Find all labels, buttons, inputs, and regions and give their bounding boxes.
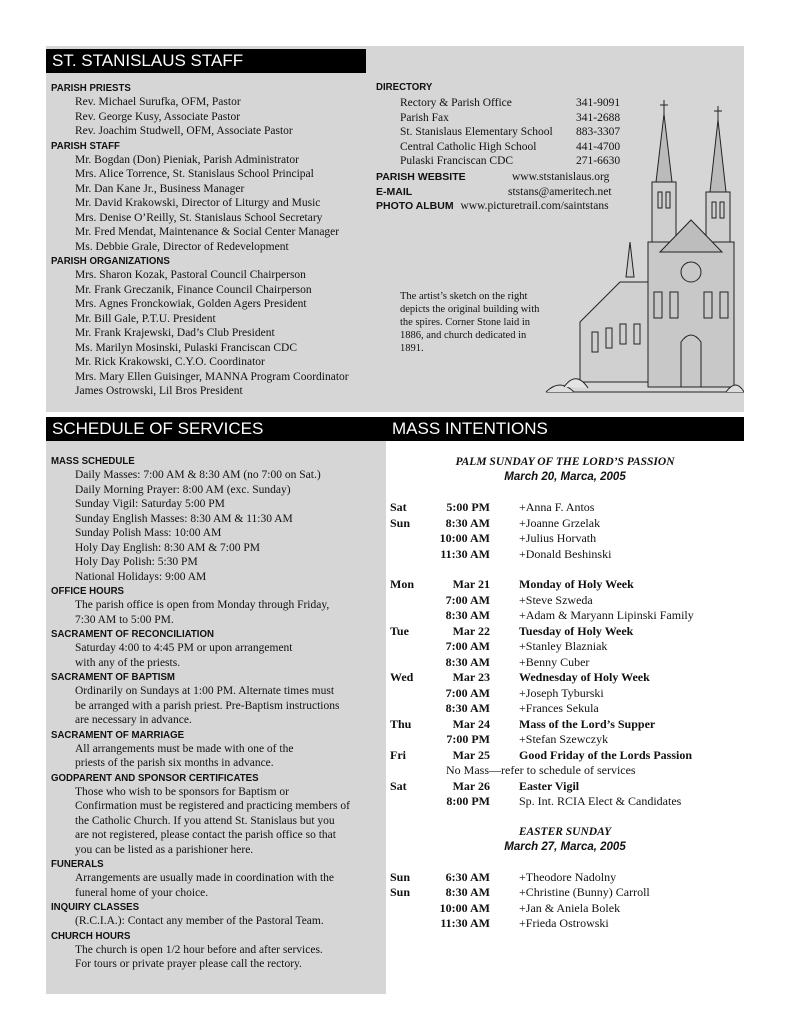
mass-header: MASS INTENTIONS	[386, 417, 744, 441]
website-label: PARISH WEBSITE	[376, 171, 466, 183]
intention-row	[390, 916, 740, 932]
intention-row	[390, 748, 740, 764]
intention-time: 8:00 PM	[446, 794, 490, 808]
intention-text: +Adam & Maryann Lipinski Family	[519, 608, 694, 622]
section-line: James Ostrowski, Lil Bros President	[75, 385, 243, 397]
intention-row	[390, 779, 740, 795]
section-line: Mrs. Agnes Fronckowiak, Golden Agers President	[75, 298, 307, 310]
section-line: Mrs. Mary Ellen Guisinger, MANNA Program Coordinator	[75, 370, 349, 383]
intention-row	[390, 717, 740, 733]
intention-time: 7:00 PM	[446, 732, 490, 746]
section-line: Mr. Dan Kane Jr., Business Manager	[75, 182, 245, 195]
section-line: Confirmation must be registered and practicing members of	[75, 800, 350, 812]
section-line: Mr. Frank Greczanik, Finance Council Chairperson	[75, 283, 312, 296]
directory-label: DIRECTORY	[376, 81, 433, 93]
no-mass-note: No Mass—refer to schedule of services	[446, 763, 636, 777]
intention-row	[390, 639, 740, 655]
intention-day: Sun	[390, 869, 411, 884]
intention-time: 7:00 AM	[445, 685, 490, 700]
section-line: Mrs. Denise O’Reilly, St. Stanislaus School Secretary	[75, 211, 323, 224]
directory-phone: 441-4700	[576, 140, 621, 153]
palm-sunday-rows	[390, 500, 740, 562]
directory-name: St. Stanislaus Elementary School	[400, 126, 553, 138]
palm-sunday-date: March 20, Marca, 2005	[504, 471, 626, 483]
intention-text: Mass of the Lord’s Supper	[519, 716, 656, 731]
section-line: the Catholic Church. If you attend St. Stanislaus but you	[75, 814, 335, 827]
intention-text: +Frances Sekula	[519, 701, 599, 715]
intention-time: 8:30 AM	[445, 608, 490, 622]
intention-text: +Joanne Grzelak	[519, 515, 601, 530]
intention-time: Mar 22	[452, 623, 490, 638]
section-line: Daily Masses: 7:00 AM & 8:30 AM (no 7:00 on Sat.)	[75, 469, 321, 481]
intention-row	[390, 593, 740, 609]
section-line: Holy Day English: 8:30 AM & 7:00 PM	[75, 541, 260, 554]
intention-time: 7:00 AM	[445, 592, 490, 607]
section-line: Rev. George Kusy, Associate Pastor	[75, 110, 241, 123]
section-label: SACRAMENT OF MARRIAGE	[51, 728, 185, 741]
intention-time: 8:30 AM	[445, 885, 490, 899]
schedule-header: SCHEDULE OF SERVICES	[46, 417, 386, 441]
section-line: Mr. Bill Gale, P.T.U. President	[75, 312, 216, 325]
directory-name: Central Catholic High School	[400, 140, 537, 153]
intention-text: Tuesday of Holy Week	[519, 623, 634, 638]
intention-text: Monday of Holy Week	[519, 577, 634, 591]
section-label: FUNERALS	[51, 858, 104, 870]
intention-row	[390, 500, 740, 516]
intention-text: Wednesday of Holy Week	[519, 670, 650, 684]
section-line: Mrs. Sharon Kozak, Pastoral Council Chairperson	[75, 269, 306, 281]
section-line: you can be listed as a parishioner here.	[75, 843, 254, 856]
intention-row	[390, 608, 740, 624]
section-line: Mr. Rick Krakowski, C.Y.O. Coordinator	[75, 356, 265, 368]
website-link[interactable]: www.ststanislaus.org	[512, 171, 610, 183]
intention-text: +Christine (Bunny) Carroll	[519, 885, 650, 899]
section-label: CHURCH HOURS	[51, 929, 131, 942]
intention-time: Mar 26	[452, 778, 490, 793]
email-label: E-MAIL	[376, 185, 413, 198]
intention-time: Mar 25	[452, 747, 490, 762]
intention-row	[390, 547, 740, 563]
section-line: Mr. Fred Mendat, Maintenance & Social Center Manager	[75, 226, 340, 238]
intention-day: Sun	[390, 885, 411, 899]
easter-sunday-rows	[390, 870, 740, 932]
intention-row	[390, 901, 740, 917]
section-line: Holy Day Polish: 5:30 PM	[75, 556, 198, 568]
intention-text: +Benny Cuber	[519, 654, 590, 669]
no-mass-row	[390, 763, 740, 779]
intention-day: Mon	[390, 577, 414, 591]
email-link[interactable]: ststans@ameritech.net	[508, 185, 612, 198]
section-label: PARISH STAFF	[51, 139, 120, 152]
intention-row	[390, 732, 740, 748]
church-sketch	[540, 92, 744, 410]
section-label: INQUIRY CLASSES	[51, 901, 140, 913]
intention-text: +Anna F. Antos	[519, 500, 595, 514]
intention-day: Sun	[390, 515, 411, 530]
intention-text: +Jan & Aniela Bolek	[519, 900, 621, 915]
intention-row	[390, 701, 740, 717]
section-label: SACRAMENT OF BAPTISM	[51, 671, 175, 683]
section-label: GODPARENT AND SPONSOR CERTIFICATES	[51, 771, 259, 784]
section-line: with any of the priests.	[75, 656, 181, 669]
section-line: National Holidays: 9:00 AM	[75, 570, 207, 583]
intention-day: Tue	[390, 623, 409, 638]
directory-phone: 341-9091	[576, 97, 621, 109]
intention-text: +Joseph Tyburski	[519, 685, 604, 700]
intention-time: Mar 23	[452, 670, 490, 684]
intention-day: Sat	[390, 778, 407, 793]
section-line: are necessary in advance.	[75, 714, 192, 726]
directory-phone: 341-2688	[576, 111, 621, 124]
intention-text: Sp. Int. RCIA Elect & Candidates	[519, 794, 682, 808]
intention-time: 11:30 AM	[440, 546, 490, 561]
section-line: All arrangements must be made with one of the	[75, 742, 294, 755]
sketch-caption: The artist’s sketch on the right depicts the original building with the spires. Corner Stone laid in 1886, and church dedicated in 1891.	[400, 291, 540, 354]
intention-text: +Stanley Blazniak	[519, 639, 608, 653]
intention-row	[390, 531, 740, 547]
intention-time: 5:00 PM	[446, 500, 490, 514]
intention-time: 10:00 AM	[439, 531, 490, 545]
intention-time: 8:30 AM	[445, 515, 490, 530]
photo-label: PHOTO ALBUM	[376, 200, 454, 212]
section-line: Ordinarily on Sundays at 1:00 PM. Alternate times must	[75, 685, 335, 697]
holy-week-rows	[390, 577, 740, 763]
section-line: Mr. Bogdan (Don) Pieniak, Parish Administrator	[75, 153, 299, 166]
section-line: funeral home of your choice.	[75, 886, 209, 899]
section-line: For tours or private prayer please call the rectory.	[75, 958, 302, 970]
intention-row	[390, 686, 740, 702]
directory-name: Rectory & Parish Office	[400, 97, 512, 109]
intention-time: Mar 21	[452, 577, 490, 591]
section-line: The parish office is open from Monday through Friday,	[75, 599, 330, 611]
section-line: priests of the parish six months in advance.	[75, 757, 274, 769]
section-label: PARISH ORGANIZATIONS	[51, 255, 170, 267]
section-line: Rev. Joachim Studwell, OFM, Associate Pastor	[75, 125, 293, 137]
section-line: Sunday Polish Mass: 10:00 AM	[75, 527, 222, 539]
easter-sunday-date: March 27, Marca, 2005	[504, 840, 626, 853]
easter-sunday-title: EASTER SUNDAY	[518, 825, 612, 838]
intention-row	[390, 870, 740, 886]
palm-sunday-title: PALM SUNDAY OF THE LORD’S PASSION	[455, 456, 675, 468]
intention-text: +Steve Szweda	[519, 592, 593, 607]
intention-day: Wed	[390, 670, 414, 684]
intention-text: +Donald Beshinski	[519, 546, 612, 561]
directory-phone: 271-6630	[576, 155, 621, 167]
intention-time: 8:30 AM	[445, 654, 490, 669]
intention-time: 11:30 AM	[440, 916, 490, 930]
section-line: Ms. Marilyn Mosinski, Pulaski Franciscan CDC	[75, 341, 298, 354]
intention-day: Thu	[390, 716, 412, 731]
intention-row	[390, 655, 740, 671]
intention-row	[390, 516, 740, 532]
section-label: MASS SCHEDULE	[51, 455, 135, 467]
intention-day: Fri	[390, 747, 406, 762]
section-line: Saturday 4:00 to 4:45 PM or upon arrangement	[75, 642, 293, 654]
easter-vigil-rows	[390, 779, 740, 810]
section-line: Those who wish to be sponsors for Baptism or	[75, 785, 290, 798]
section-line: Sunday English Masses: 8:30 AM & 11:30 AM	[75, 512, 293, 525]
staff-list	[51, 81, 349, 399]
schedule-list	[51, 454, 350, 972]
photo-link[interactable]: www.picturetrail.com/saintstans	[460, 200, 609, 212]
directory-name: Parish Fax	[400, 111, 449, 124]
intention-row	[390, 794, 740, 810]
section-line: Mrs. Alice Torrence, St. Stanislaus School Principal	[75, 168, 314, 180]
intention-row	[390, 624, 740, 640]
intention-time: 8:30 AM	[445, 701, 490, 715]
section-line: (R.C.I.A.): Contact any member of the Pastoral Team.	[75, 915, 324, 927]
section-line: Arrangements are usually made in coordination with the	[75, 872, 334, 884]
intention-time: Mar 24	[452, 716, 490, 731]
intention-time: 10:00 AM	[439, 900, 490, 915]
section-line: be arranged with a parish priest. Pre-Baptism instructions	[75, 699, 340, 712]
intention-day: Sat	[390, 500, 407, 514]
section-line: 7:30 AM to 5:00 PM.	[75, 613, 174, 626]
section-label: PARISH PRIESTS	[51, 82, 131, 94]
intention-time: 6:30 AM	[445, 869, 490, 884]
intention-row	[390, 885, 740, 901]
section-line: Rev. Michael Surufka, OFM, Pastor	[75, 96, 241, 108]
section-line: Ms. Debbie Grale, Director of Redevelopment	[75, 240, 289, 253]
section-line: Daily Morning Prayer: 8:00 AM (exc. Sunday)	[75, 483, 291, 496]
intention-text: +Julius Horvath	[519, 531, 597, 545]
section-line: Mr. Frank Krajewski, Dad’s Club President	[75, 327, 275, 339]
directory-phone: 883-3307	[576, 126, 621, 138]
intention-text: +Theodore Nadolny	[519, 869, 617, 884]
section-line: Mr. David Krakowski, Director of Liturgy and Music	[75, 197, 321, 209]
staff-header: ST. STANISLAUS STAFF	[46, 49, 366, 73]
intention-text: Good Friday of the Lords Passion	[519, 747, 693, 762]
intention-text: +Stefan Szewczyk	[519, 732, 609, 746]
intention-text: Easter Vigil	[519, 778, 580, 793]
section-line: Sunday Vigil: Saturday 5:00 PM	[75, 498, 225, 510]
intention-time: 7:00 AM	[445, 639, 490, 653]
intention-text: +Frieda Ostrowski	[519, 916, 609, 930]
intention-row	[390, 577, 740, 593]
section-label: SACRAMENT OF RECONCILIATION	[51, 628, 214, 640]
mass-intentions	[390, 455, 740, 932]
intention-row	[390, 670, 740, 686]
directory-name: Pulaski Franciscan CDC	[400, 155, 514, 167]
section-line: The church is open 1/2 hour before and after services.	[75, 943, 323, 956]
section-label: OFFICE HOURS	[51, 585, 124, 597]
section-line: are not registered, please contact the parish office so that	[75, 829, 336, 841]
